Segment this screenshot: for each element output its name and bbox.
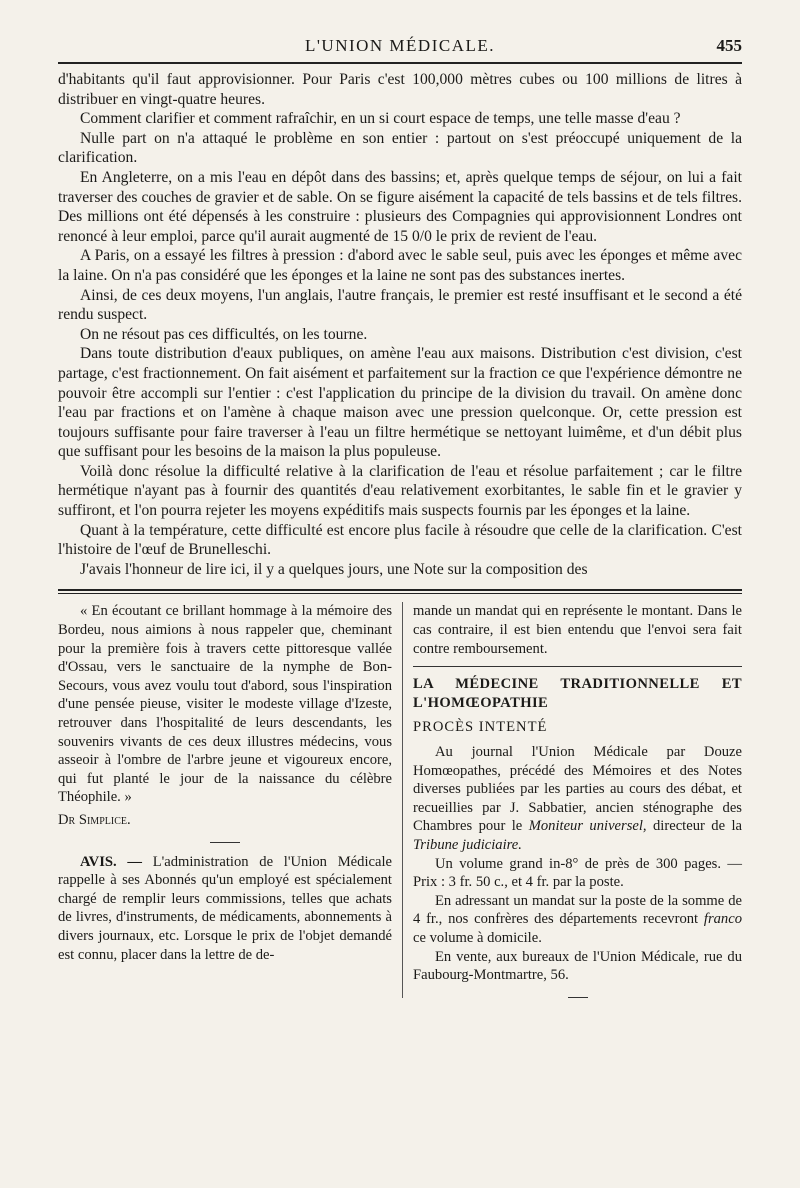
section-heading: LA MÉDECINE TRADITIONNELLE ET L'HOMŒOPATHIE: [413, 676, 742, 711]
running-head: [58, 28, 742, 62]
volume-price: Un volume grand in-8° de près de 300 pages. — Prix : 3 fr. 50 c., et 4 fr. par la poste.: [413, 855, 742, 891]
mandat-info: [413, 892, 742, 948]
paragraph: A Paris, on a essayé les filtres à pression : d'abord avec le sable seul, puis avec les éponges et même avec la laine. On n'a pas considéré que les éponges et la laine ne sont pas des substances inertes.: [58, 247, 742, 284]
short-divider: [568, 997, 588, 998]
mandat-text: En adressant un mandat sur la poste de la somme de 4 fr., nos confrères des départements recevront: [413, 892, 742, 928]
paragraph: En Angleterre, on a mis l'eau en dépôt dans des bassins; et, après quelque temps de séjour, on lui a fait traverser des couches de gravier et de sable. On se figure aisément la capacité de tels bassins et de tels filtres. Des millions ont été dépensés à les construire : plusieurs des Compagnies qui approvisionnent Londres ont renoncé à leur emploi, parce qu'il aurait augmenté de 15 0/0 le prix de revient de l'eau.: [58, 168, 742, 245]
right-column: [403, 602, 742, 997]
paragraph: Ainsi, de ces deux moyens, l'un anglais, l'autre français, le premier est resté insuffisant et le second a été rendu suspect.: [58, 286, 742, 324]
book-desc-italic: Moniteur universel,: [528, 818, 647, 835]
main-article: [58, 70, 742, 579]
avis-text: L'administration de l'Union Médicale rappelle à ses Abonnés qu'un employé est spécialement chargé de remplir leurs commissions, telles que achats de livres, d'instruments, de médicaments, abonnements à divers journaux, etc. Lorsque le prix de l'objet demandé est connu, placer dans la lettre de de-: [58, 853, 392, 963]
book-desc-text: directeur de la: [653, 818, 742, 835]
paragraph: Nulle part on n'a attaqué le problème en son entier : partout on s'est préoccupé uniquement de la clarification.: [58, 129, 742, 167]
paragraph: On ne résout pas ces difficultés, on les tourne.: [80, 325, 368, 343]
book-desc-italic: Tribune judiciaire.: [413, 836, 522, 853]
feuilleton-quote: « En écoutant ce brillant hommage à la mémoire des Bordeu, nous aimions à nous rappeler que, cheminant pour la première fois à travers cette pittoresque vallée d'Ossau, vers le sanctuaire de la nymphe de Bon-Secours, vous avez voulu tout d'abord, sous l'inspiration d'une pensée pieuse, visiter le modeste village d'Izeste, retrouver dans l'hospitalité de leurs descendants, les souvenirs vivants de ces deux illustres médecins, vous asseoir à l'ombre de l'arbre jeune et vigoureux encore, qui fut planté le jour de la naissance du célèbre Théophile. »: [58, 603, 392, 806]
signature: Dr Simplice.: [58, 811, 131, 828]
journal-page: [58, 28, 742, 998]
book-description: [413, 743, 742, 855]
sale-info: En vente, aux bureaux de l'Union Médicale, rue du Faubourg-Montmartre, 56.: [413, 948, 742, 984]
paragraph: Comment clarifier et comment rafraîchir, en un si court espace de temps, une telle masse d'eau ?: [80, 110, 681, 128]
paragraph: J'avais l'honneur de lire ici, il y a quelques jours, une Note sur la composition des: [80, 560, 588, 578]
two-column-section: [58, 602, 742, 997]
book-desc-text: Au journal l'Union Médicale par Douze Homœopathes, précédé des Mémoires et des Notes diverses publiées par les parties au cours des débat, et recueillies par J. Sabbatier, ancien sténographe des Chambres pour le: [413, 744, 742, 835]
avis-notice: [58, 853, 392, 965]
running-title: L'UNION MÉDICALE.: [304, 36, 496, 55]
section-subheading: PROCÈS INTENTÉ: [413, 719, 548, 736]
paragraph: Voilà donc résolue la difficulté relative à la clarification de l'eau et résolue parfaitement ; car le filtre hermétique n'ayant pas à fournir des quantités d'eau relativement exorbitantes, le sable fin et le gravier y suffiront, et l'on pourra rejeter les moyens expéditifs mais suspects fournis par les éponges et la laine.: [58, 462, 742, 520]
paragraph: Quant à la température, cette difficulté est encore plus facile à résoudre que celle de la clarification. C'est l'histoire de l'œuf de Brunelleschi.: [58, 521, 742, 559]
mandat-italic: franco: [703, 911, 742, 928]
paragraph: d'habitants qu'il faut approvisionner. Pour Paris c'est 100,000 mètres cubes ou 100 millions de litres à distribuer en vingt-quatre heures.: [58, 71, 742, 108]
page-number: 455: [716, 36, 742, 55]
section-divider: [58, 589, 742, 594]
left-column: [58, 602, 403, 997]
notice-continuation: mande un mandat qui en représente le montant. Dans le cas contraire, il est bien entendu que l'envoi sera fait contre remboursement.: [413, 603, 742, 657]
paragraph: Dans toute distribution d'eaux publiques, on amène l'eau aux maisons. Distribution c'est division, c'est partage, c'est fractionnement. On fait aisément et parfaitement sur la fraction ce que l'expérience démontre ne pouvoir être accompli sur l'entier : c'est l'application du principe de la division du travail. On amène donc l'eau par fractions et on l'amène à chaque maison avec une pression quelconque. Or, cette pression est toujours suffisante pour faire traverser à l'eau un filtre hermétique se nettoyant luimême, et d'un débit plus que suffisant pour les besoins de la maison la plus populeuse.: [58, 345, 742, 461]
avis-label: AVIS. —: [80, 853, 142, 870]
header-rule: [58, 62, 742, 64]
right-divider: [413, 666, 742, 667]
short-divider: [210, 842, 240, 843]
mandat-text: ce volume à domicile.: [413, 929, 542, 946]
